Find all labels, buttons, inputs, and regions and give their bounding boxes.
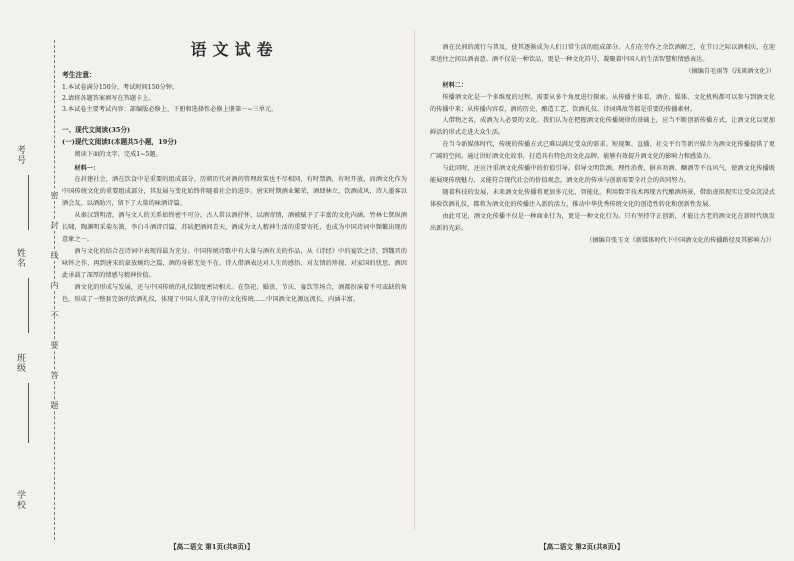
material-label: 材料二： (442, 81, 468, 89)
school-label: 学校 (15, 490, 25, 510)
paragraph: 与此同时，还应注重酒文化传播中的价值引导。倡导文明饮酒、理性消费，摒弃劝酒、酗酒等不良风气，使酒文化传播既能展现传统魅力，又能符合现代社会的价值观念。酒文化的传承与创新需要全社会的共同努力。 (430, 165, 775, 184)
seal-char: 题 (50, 401, 59, 410)
paragraph: 随着科技的发展，未来酒文化传播将更加多元化、智能化。利用数字技术再现古代酿酒场景，借助虚拟现实让受众沉浸式体验饮酒礼仪，都将为酒文化的传播注入新的活力，推动中华优秀传统文化的创造性转化和创新性发展。 (430, 188, 775, 208)
seal-char: 内 (50, 281, 59, 290)
binding-strip (0, 0, 58, 561)
seal-char: 答 (50, 371, 59, 380)
notice-item: 2.请将各题答案填写在答题卡上。 (62, 94, 155, 102)
class-line (28, 383, 29, 443)
paragraph: 酒文化的形成与发展，还与中国传统的礼仪制度密切相关。在祭祀、婚丧、节庆、宴饮等场合，酒都扮演着不可或缺的角色，形成了一整套完备的饮酒礼仪，体现了中国人重礼守序的文化传统……中国酒文化源远流长，内涵丰富。 (62, 283, 407, 303)
seal-char: 要 (50, 341, 59, 350)
section-heading: 一、现代文阅读(35分) (62, 125, 131, 134)
exam-number-line (28, 175, 29, 230)
seal-char: 线 (50, 251, 59, 260)
paragraph: 从秦汉到明清，酒与文人的关系始终密不可分。古人常以酒抒怀，以酒寄情，酒被赋予了丰富的文化内涵。竹林七贤纵酒长啸，陶渊明采菊东篱，李白斗酒诗百篇，苏轼把酒问青天，酒成为文人精神生活的重要寄托，也成为中国诗词中频繁出现的意象之一。 (62, 212, 407, 243)
seal-char: 密 (50, 191, 59, 200)
source-citation: （摘编自毛雨等《浅谈酒文化》） (685, 67, 775, 75)
notice-item: 3.本试卷主要考试内容：部编版必修上、下册和选择性必修上册第一~三单元。 (62, 105, 278, 113)
right-column (430, 42, 775, 246)
paragraph: 在封建社会，酒在饮食中是重要的组成部分。历朝历代对酒的管理政策也不尽相同，有时禁酒，有时开放，而酒文化作为中国传统文化的重要组成部分，其发展与变化始终伴随着社会的进步。唐宋时期酒业繁荣，酒肆林立，饮酒成风，诗人墨客以酒会友、以酒助兴，留下了大量的咏酒诗篇。 (62, 176, 407, 208)
name-label: 姓名 (15, 248, 25, 268)
paragraph: 传播酒文化是一个多维度的过程，需要从多个角度进行探索。从传播主体看，酒企、媒体、文化机构都可以参与到酒文化的传播中来；从传播内容看，酒的历史、酿造工艺、饮酒礼仪、诗词典故等都是重要的传播素材。 (430, 93, 775, 113)
paragraph: 由此可见，酒文化传播不仅是一种商业行为，更是一种文化行为。只有坚持守正创新，才能让古老的酒文化在新时代焕发出新的光彩。 (430, 212, 775, 232)
seal-char: 不 (50, 311, 59, 320)
notice-item: 1.本试卷满分150分，考试时间150分钟。 (62, 83, 179, 91)
paragraph: 在当今新媒体时代，传统的传播方式已难以满足受众的需求。短视频、直播、社交平台等新兴媒介为酒文化传播提供了更广阔的空间。通过讲好酒文化故事，打造具有特色的文化品牌，能够有效提升酒文化的影响力和感染力。 (430, 141, 775, 161)
notice-heading: 考生注意： (62, 70, 96, 79)
exam-number-label: 考号 (15, 145, 25, 165)
page-footer: 【高二语文 第2页(共8页)】 (540, 543, 624, 551)
subsection-heading: (一)现代文阅读Ⅰ(本题共5小题，19分) (62, 137, 178, 146)
page-title: 语文试卷 (190, 40, 279, 59)
paragraph: 酒与文化的结合在诗词中表现得最为充分。中国传统诗歌中有大量与酒有关的作品，从《诗经》中的宴饮之诗，到魏晋的咏怀之作，再到唐宋的豪放婉约之篇，酒的身影无处不在。诗人借酒表达对人生的感悟、对友情的珍视、对家国的忧思，酒因此承载了深厚的情感与精神价值。 (62, 247, 407, 279)
class-label: 班级 (15, 353, 25, 373)
instruction-text: 阅读下面的文字，完成1~5题。 (74, 150, 162, 158)
page-divider (414, 30, 415, 530)
source-citation: （摘编自张玉文《新媒体时代下中国酒文化的传播路径及其影响力》） (586, 236, 775, 244)
left-column (62, 40, 407, 305)
page-footer: 【高二语文 第1页(共8页)】 (170, 543, 254, 551)
paragraph: 酒在民间的流行与普及，使其逐渐成为人们日常生活的组成部分。人们在劳作之余饮酒解乏，在节日之际以酒相庆，在迎来送往之间以酒表意。酒不仅是一种饮品，更是一种文化符号，凝聚着中国人的生活智慧和情感表达。 (430, 44, 775, 63)
seal-char: 封 (50, 221, 59, 230)
material-label: 材料一： (74, 164, 100, 172)
paragraph: 人借物之名，成酒为人必要的文化。我们认为在把握酒文化传播规律的基础上，应当不断创新传播方式，让酒文化以更加鲜活的形式走进大众生活。 (430, 117, 775, 137)
name-line (28, 278, 29, 333)
